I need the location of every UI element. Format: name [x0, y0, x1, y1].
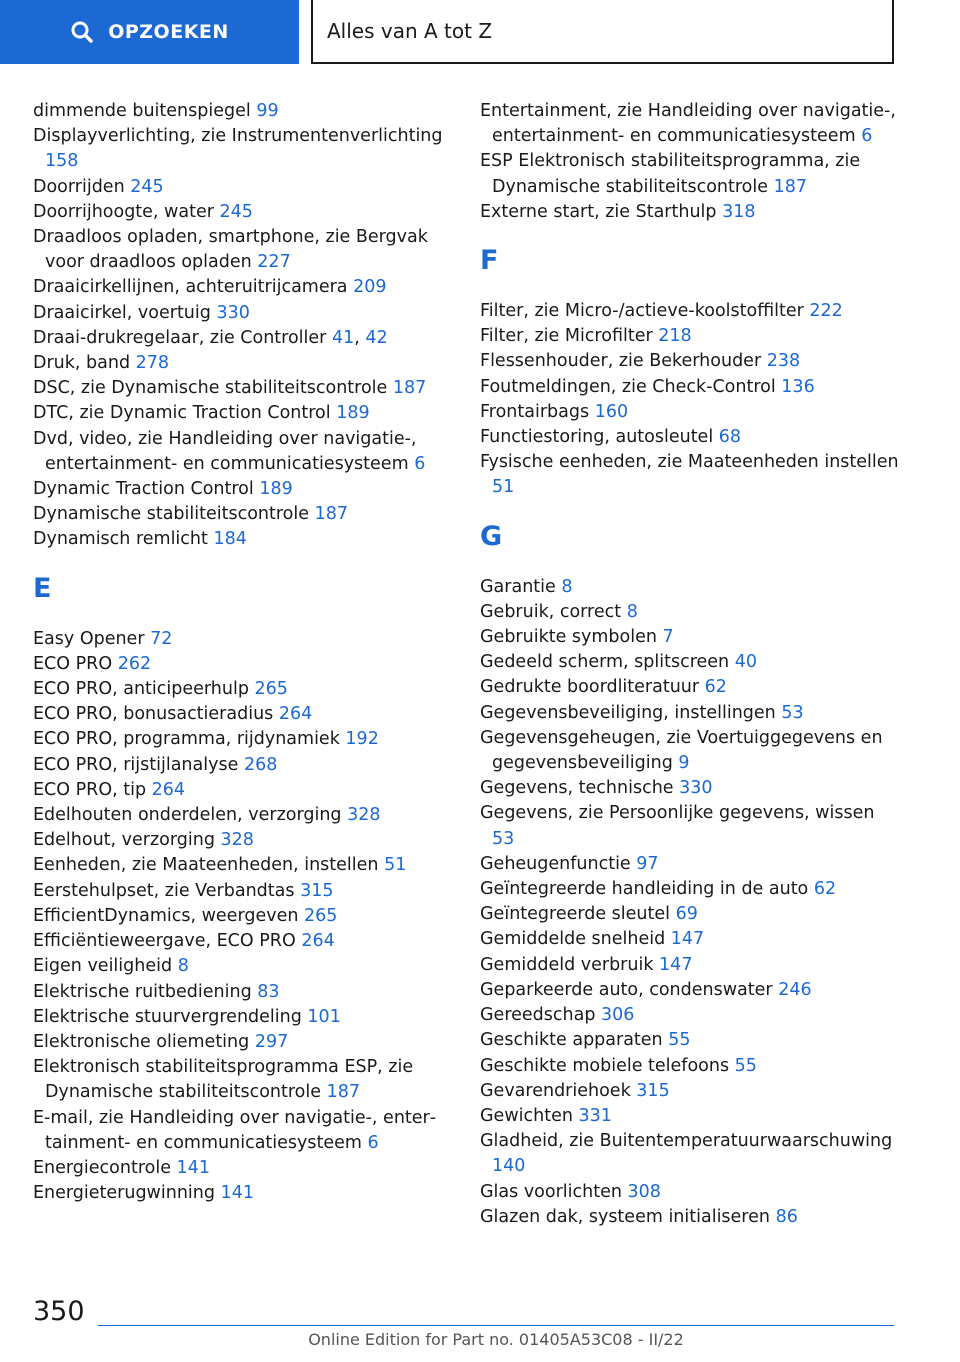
page-link[interactable]: 97 — [636, 853, 659, 874]
index-entry — [480, 902, 900, 927]
page-link[interactable]: 297 — [254, 1031, 289, 1052]
index-entry — [33, 1005, 463, 1030]
index-entry-text: ECO PRO, programma, rijdynamiek — [33, 729, 340, 750]
page-link[interactable]: 268 — [243, 754, 278, 775]
index-entry — [33, 99, 463, 124]
page-link[interactable]: 187 — [326, 1082, 360, 1103]
page-link[interactable]: 147 — [670, 929, 705, 950]
page-link[interactable]: 331 — [578, 1105, 612, 1126]
index-entry-text: Dynamisch remlicht — [33, 529, 208, 550]
page-link[interactable]: 51 — [492, 477, 515, 498]
page-link[interactable]: 136 — [781, 376, 815, 397]
index-entry-text: Eenheden, zie Maateenheden, instellen — [33, 855, 379, 876]
index-entry — [33, 1181, 463, 1206]
index-letter-heading: F — [480, 245, 499, 277]
index-entry-text: Elektronisch stabiliteitsprogramma ESP, zie Dynamische stabiliteitscontrole — [33, 1057, 414, 1103]
page-link[interactable]: 218 — [658, 326, 692, 347]
page-link[interactable]: 72 — [150, 628, 173, 649]
index-entry — [33, 853, 463, 878]
index-entry-text: ECO PRO, anticipeerhulp — [33, 679, 249, 700]
index-entry — [33, 275, 463, 300]
index-entry — [33, 652, 463, 677]
index-entry-text: Gemiddeld verbruik — [480, 954, 654, 975]
page-link[interactable]: 265 — [304, 905, 338, 926]
page-link[interactable]: 6 — [367, 1132, 379, 1153]
index-entry — [480, 149, 900, 199]
index-entry: Draai-drukregelaar, zie Controller 41, 42 — [33, 327, 388, 348]
index-entry-text: ECO PRO, tip — [33, 779, 147, 800]
index-entry — [480, 978, 900, 1003]
index-entry — [480, 953, 900, 978]
index-entry — [33, 477, 463, 502]
index-entry — [33, 124, 463, 174]
page-link[interactable]: 306 — [601, 1005, 635, 1026]
index-entry — [480, 324, 900, 349]
page-link[interactable]: 41 — [331, 327, 355, 348]
index-entry-text: Dvd, video, zie Handleiding over navigatie-, entertainment- en communicatiesysteem — [33, 428, 417, 474]
index-entry — [480, 776, 900, 801]
index-entry-text: Druk, band — [33, 353, 131, 374]
footer-edition: Online Edition for Part no. 01405A53C08 - II/22 — [308, 1330, 684, 1349]
index-entry — [480, 1129, 900, 1179]
index-entry-text: Geparkeerde auto, condenswater — [480, 979, 773, 1000]
index-entry — [33, 904, 463, 929]
index-entry — [33, 175, 463, 200]
page-link[interactable]: 192 — [345, 729, 379, 750]
index-entry — [33, 627, 463, 652]
index-entry — [480, 625, 900, 650]
index-entry-text: EfficientDynamics, weergeven — [33, 905, 299, 926]
footer-divider — [98, 1325, 894, 1326]
page-link[interactable]: 245 — [130, 176, 164, 197]
page-link[interactable]: 264 — [151, 779, 186, 800]
page-link[interactable]: 62 — [704, 677, 727, 698]
index-entry-text: Garantie — [480, 576, 556, 597]
index-entry-text: Doorrijhoogte, water — [33, 201, 214, 222]
index-entry-text: Gedeeld scherm, splitscreen — [480, 652, 730, 673]
index-entry-text: Edelhouten onderdelen, verzorging — [33, 805, 342, 826]
section-title — [311, 0, 894, 64]
index-entry-text: Draadloos opladen, smartphone, zie Bergvak voor draadloos opladen — [33, 227, 428, 273]
index-entry — [480, 1205, 900, 1230]
index-entry — [480, 1180, 900, 1205]
index-entry — [480, 425, 900, 450]
index-entry-text: Fysische eenheden, zie Maateenheden instellen — [480, 452, 899, 473]
page-link[interactable]: 278 — [135, 353, 170, 374]
index-entry-text: E-mail, zie Handleiding over navigatie-, entertainment- en communicatiesysteem — [33, 1107, 437, 1153]
index-entry-text: Gegevens, technische — [480, 778, 674, 799]
page-link[interactable]: 264 — [278, 704, 313, 725]
index-entry-text: Gegevensgeheugen, zie Voertuiggegevens en gegevensbeveiliging — [480, 727, 883, 774]
index-entry — [33, 879, 463, 904]
page-link[interactable]: 330 — [679, 778, 713, 799]
index-entry — [33, 502, 463, 527]
page-link[interactable]: 68 — [718, 427, 742, 448]
index-entry — [33, 727, 463, 752]
index-entry-text: Gebruik, correct — [480, 601, 622, 622]
index-entry-text: Externe start, zie Starthulp — [480, 201, 717, 222]
index-entry-text: Geschikte mobiele telefoons — [480, 1055, 730, 1076]
index-entry-text: Geïntegreerde handleiding in de auto — [480, 879, 809, 900]
index-entry-text: Glas voorlichten — [480, 1181, 622, 1202]
index-entry — [33, 980, 463, 1005]
page-link[interactable]: 141 — [176, 1157, 210, 1178]
index-entry — [33, 803, 463, 828]
index-entry — [480, 650, 900, 675]
page-link[interactable]: 140 — [492, 1156, 526, 1177]
index-entry — [480, 726, 900, 776]
page-link[interactable]: 262 — [117, 653, 152, 674]
page-link[interactable]: 7 — [662, 627, 674, 648]
index-entry — [33, 1156, 463, 1181]
index-entry — [480, 801, 900, 851]
page-link[interactable]: 160 — [594, 401, 629, 422]
page-link[interactable]: 147 — [659, 954, 693, 975]
index-entry — [33, 753, 463, 778]
page-link[interactable]: 187 — [392, 378, 427, 399]
index-entry — [33, 527, 463, 552]
page-link[interactable]: 83 — [257, 981, 280, 1002]
index-entry — [33, 376, 463, 401]
index-entry-text: Gedrukte boordliteratuur — [480, 677, 700, 698]
index-entry — [33, 401, 463, 426]
index-entry — [480, 1028, 900, 1053]
index-entry-text: Entertainment, zie Handleiding over navigatie-, entertainment- en communicatiesysteem — [480, 101, 896, 147]
index-entry-text: Glazen dak, systeem initialiseren — [480, 1206, 770, 1227]
index-entry — [33, 677, 463, 702]
index-entry — [33, 351, 463, 376]
search-icon — [70, 20, 94, 44]
page-link[interactable]: 51 — [384, 855, 407, 876]
page-link[interactable]: 55 — [668, 1030, 691, 1051]
index-entry-text: ECO PRO — [33, 653, 113, 674]
index-entry-text: Doorrijden — [33, 176, 125, 197]
page-link[interactable]: 184 — [213, 529, 247, 550]
page-link[interactable]: 8 — [561, 576, 573, 597]
index-entry-text: Energiecontrole — [33, 1157, 171, 1178]
index-entry-text: Flessenhouder, zie Bekerhouder — [480, 351, 762, 372]
page-link[interactable]: 318 — [722, 201, 756, 222]
index-entry-text: Easy Opener — [33, 628, 145, 649]
page-link[interactable]: 42 — [365, 327, 388, 348]
index-entry — [480, 1054, 900, 1079]
index-entry — [33, 1106, 463, 1156]
page-link[interactable]: 330 — [216, 302, 250, 323]
index-entry-text: Eerstehulpset, zie Verbandtas — [33, 880, 295, 901]
page-link[interactable]: 40 — [734, 652, 758, 673]
index-entry-text: Draai-drukregelaar, zie Controller — [33, 327, 327, 348]
section-title-text: Alles van A tot Z — [327, 19, 493, 43]
page-link[interactable]: 315 — [300, 880, 334, 901]
page-link[interactable]: 328 — [347, 805, 381, 826]
page-link[interactable]: 101 — [307, 1006, 341, 1027]
index-entry — [480, 349, 900, 374]
index-entry-text: DSC, zie Dynamische stabiliteitscontrole — [33, 378, 388, 399]
index-entry-text: Draaicirkellijnen, achteruitrijcamera — [33, 277, 348, 298]
index-entry-text: Gladheid, zie Buitentemperatuurwaarschuwing — [480, 1131, 893, 1152]
index-entry-text: Eigen veiligheid — [33, 956, 173, 977]
page-link[interactable]: 189 — [259, 479, 293, 500]
index-entry — [33, 954, 463, 979]
page-link[interactable]: 187 — [773, 176, 807, 197]
index-entry — [33, 1055, 463, 1105]
index-entry-text: Functiestoring, autosleutel — [480, 427, 714, 448]
index-entry-text: Elektrische ruitbediening — [33, 981, 252, 1002]
index-entry-text: Frontairbags — [480, 401, 590, 422]
page-link[interactable]: 245 — [219, 201, 253, 222]
page-link[interactable]: 315 — [636, 1080, 670, 1101]
index-entry-text: Filter, zie Microfilter — [480, 326, 653, 347]
index-entry-text: Gevarendriehoek — [480, 1080, 631, 1101]
index-entry — [480, 375, 900, 400]
index-entry — [33, 225, 463, 275]
index-entry-text: Gewichten — [480, 1105, 573, 1126]
page-link[interactable]: 6 — [414, 453, 426, 474]
index-entry-text: Geïntegreerde sleutel — [480, 904, 671, 925]
page-link[interactable]: 227 — [257, 252, 291, 273]
index-entry — [33, 1030, 463, 1055]
page-link[interactable]: 99 — [256, 101, 279, 121]
page-link[interactable]: 141 — [220, 1183, 254, 1204]
index-entry-text: Dynamische stabiliteitscontrole — [33, 504, 310, 525]
page-link[interactable]: 264 — [301, 931, 335, 952]
index-entry-text: DTC, zie Dynamic Traction Control — [33, 403, 331, 424]
index-entry — [480, 299, 900, 324]
index-entry — [33, 427, 463, 477]
index-entry — [480, 450, 900, 500]
index-entry-text: ECO PRO, bonusactieradius — [33, 704, 274, 725]
index-entry-text: Gebruikte symbolen — [480, 627, 657, 648]
index-entry — [480, 1104, 900, 1129]
opzoeken-tab[interactable] — [0, 0, 299, 64]
index-entry — [33, 200, 463, 225]
page-link[interactable]: 8 — [626, 601, 638, 622]
index-letter-heading: E — [33, 572, 52, 604]
index-entry-text: Foutmeldingen, zie Check-Control — [480, 376, 776, 397]
page-link[interactable]: 62 — [813, 879, 837, 900]
page-link[interactable]: 158 — [45, 151, 79, 172]
page-number: 350 — [33, 1296, 85, 1327]
index-entry — [480, 200, 900, 225]
index-entry-text: Gemiddelde snelheid — [480, 929, 666, 950]
page-link[interactable]: 189 — [336, 403, 370, 424]
tab-label: OPZOEKEN — [108, 21, 229, 43]
page-link[interactable]: 187 — [314, 504, 348, 525]
index-entry — [480, 675, 900, 700]
index-entry-text: Edelhout, verzorging — [33, 830, 215, 851]
page-link[interactable]: 222 — [809, 301, 843, 322]
index-entry — [480, 99, 900, 149]
index-entry-text: ESP Elektronisch stabiliteitsprogramma, zie Dynamische stabiliteitscontrole — [480, 151, 861, 197]
index-entry-text: Energieterugwinning — [33, 1183, 215, 1204]
page-link[interactable]: 308 — [627, 1181, 661, 1202]
index-entry — [480, 701, 900, 726]
index-entry-text: Gegevensbeveiliging, instellingen — [480, 702, 776, 723]
index-entry-text: Draaicirkel, voertuig — [33, 302, 211, 323]
page-link[interactable]: 86 — [775, 1206, 798, 1227]
index-entry — [480, 927, 900, 952]
page-link[interactable]: 55 — [734, 1055, 757, 1076]
index-entry-text: Gereedschap — [480, 1005, 596, 1026]
page-link[interactable]: 69 — [675, 904, 698, 925]
index-entry-text: Elektrische stuurvergrendeling — [33, 1006, 302, 1027]
index-entry — [480, 852, 900, 877]
page-link[interactable]: 6 — [861, 126, 873, 147]
index-entry — [480, 400, 900, 425]
index-entry — [33, 778, 463, 803]
index-entry — [480, 600, 900, 625]
index-entry — [480, 575, 900, 600]
page-link[interactable]: 53 — [492, 828, 515, 849]
index-entry — [480, 877, 900, 902]
index-entry-text: Elektronische oliemeting — [33, 1031, 250, 1052]
index-column-right — [480, 99, 900, 1230]
index-entry-text: Gegevens, zie Persoonlijke gegevens, wissen — [480, 803, 875, 824]
index-entry — [33, 828, 463, 853]
index-entry-text: Efficiëntieweergave, ECO PRO — [33, 931, 296, 952]
page-link[interactable]: 328 — [220, 830, 254, 851]
page-link[interactable]: 238 — [766, 351, 801, 372]
index-column-left — [33, 99, 463, 1206]
index-letter-heading: G — [480, 520, 503, 552]
index-entry-text: Displayverlichting, zie Instrumentenverlichting — [33, 126, 443, 147]
index-entry-text: Filter, zie Micro-/actieve-koolstoffilter — [480, 301, 804, 322]
index-entry-text: Dynamic Traction Control — [33, 479, 254, 500]
index-entry — [33, 929, 463, 954]
index-entry-text: Geheugenfunctie — [480, 853, 631, 874]
index-entry-text: ECO PRO, rijstijlanalyse — [33, 754, 239, 775]
index-entry-text: dimmende buitenspiegel — [33, 101, 251, 121]
page-link[interactable]: 246 — [778, 979, 812, 1000]
page-link[interactable]: 209 — [353, 277, 387, 298]
index-entry — [33, 301, 463, 326]
page-link[interactable]: 9 — [678, 753, 690, 774]
page-link[interactable]: 8 — [177, 956, 189, 977]
page-link[interactable]: 265 — [254, 679, 288, 700]
page-link[interactable]: 53 — [781, 702, 804, 723]
index-entry — [480, 1079, 900, 1104]
index-entry — [480, 1003, 900, 1028]
index-entry-text: Geschikte apparaten — [480, 1030, 663, 1051]
index-entry — [33, 702, 463, 727]
